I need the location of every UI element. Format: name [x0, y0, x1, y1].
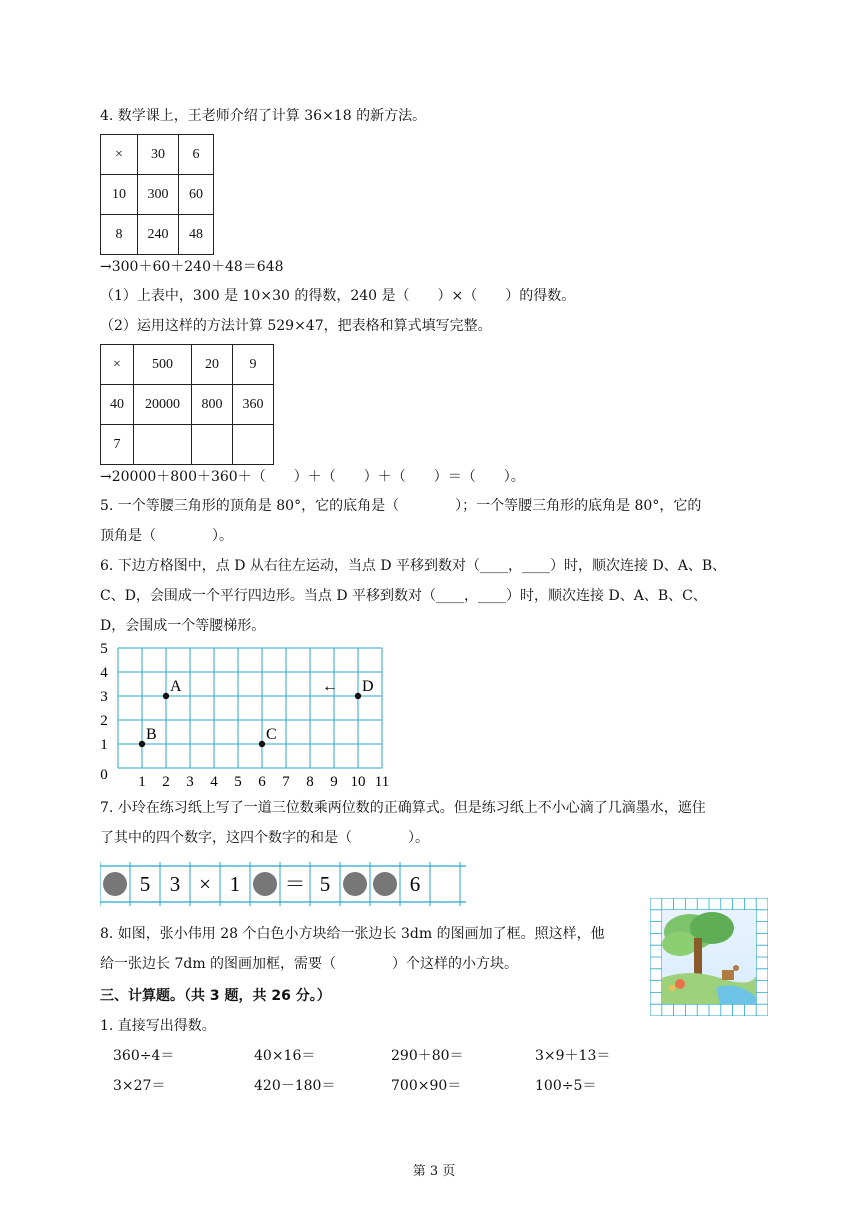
table-cell: 10 [101, 175, 138, 215]
table-cell: 9 [233, 345, 274, 385]
point-b [139, 741, 145, 747]
section-3-title: 三、计算题。（共 3 题，共 26 分。） [100, 988, 331, 1004]
table-cell: 40 [101, 385, 134, 425]
calc-item: 360÷4＝ [113, 1048, 175, 1064]
x-tick-label: 5 [234, 774, 242, 790]
table-cell: 6 [179, 135, 214, 175]
y-tick-label: 0 [100, 767, 108, 783]
table-cell: 360 [233, 385, 274, 425]
table-cell [192, 425, 233, 465]
q4-table-2 [100, 344, 274, 465]
equation-symbol: 3 [169, 872, 181, 896]
calc-item: 3×27＝ [113, 1078, 166, 1094]
calc-item: 3×9＋13＝ [535, 1048, 611, 1064]
table-row [101, 385, 274, 425]
table-cell: 7 [101, 425, 134, 465]
table-row [101, 175, 214, 215]
table-cell: × [101, 135, 138, 175]
x-tick-label: 3 [186, 774, 194, 790]
calc-item: 700×90＝ [391, 1078, 462, 1094]
table-cell: 500 [134, 345, 192, 385]
y-tick-label: 4 [100, 665, 108, 681]
table-cell: 48 [179, 215, 214, 255]
q4-sub-1: （1）上表中，300 是 10×30 的得数，240 是（ ）×（ ）的得数。 [100, 288, 576, 304]
ink-blot [343, 872, 367, 896]
q8-line-2: 给一张边长 7dm 的图画加框，需要（ ）个这样的小方块。 [100, 956, 519, 972]
x-tick-label: 1 [138, 774, 146, 790]
q6-line-1: 6. 下边方格图中，点 D 从右往左运动，当点 D 平移到数对（____，____）时，顺次连接 D、A、B、 [100, 558, 727, 574]
q5-line-1: 5. 一个等腰三角形的顶角是 80°，它的底角是（ ）；一个等腰三角形的底角是 80°，它的 [100, 498, 702, 514]
point-d [355, 693, 361, 699]
y-tick-label: 2 [100, 713, 108, 729]
q7-line-1: 7. 小玲在练习纸上写了一道三位数乘两位数的正确算式。但是练习纸上不小心滴了几滴墨水，遮住 [100, 800, 706, 816]
table-cell [233, 425, 274, 465]
y-tick-label: 1 [100, 737, 108, 753]
table-row [101, 135, 214, 175]
x-tick-label: 2 [162, 774, 170, 790]
framed-picture-image [650, 898, 768, 1016]
equation-symbol: 5 [319, 872, 331, 896]
left-arrow-icon: ← [322, 678, 338, 695]
ink-equation-strip [100, 856, 470, 912]
table-row [101, 425, 274, 465]
table-cell [134, 425, 192, 465]
equation-symbol: 5 [139, 872, 151, 896]
x-tick-label: 11 [374, 774, 390, 790]
calc-item: 40×16＝ [254, 1048, 316, 1064]
point-label: D [362, 678, 374, 695]
point-label: C [266, 726, 277, 743]
table-cell: 8 [101, 215, 138, 255]
point-a [163, 693, 169, 699]
table-cell: 30 [138, 135, 179, 175]
table-cell: 60 [179, 175, 214, 215]
q8-line-1: 8. 如图，张小伟用 28 个白色小方块给一张边长 3dm 的图画加了框。照这样，他 [100, 926, 605, 942]
table-cell: 20000 [134, 385, 192, 425]
q7-line-2: 了其中的四个数字，这四个数字的和是（ ）。 [100, 830, 429, 846]
point-label: B [146, 726, 157, 743]
point-label: A [170, 678, 182, 695]
coordinate-grid [90, 640, 410, 792]
ink-blot [373, 872, 397, 896]
table-cell: 800 [192, 385, 233, 425]
q4-table-1 [100, 134, 214, 255]
equation-symbol: 6 [409, 872, 421, 896]
q4-sum-2: →20000＋800＋360＋（ ）＋（ ）＋（ ）＝（ ）。 [100, 469, 525, 485]
ink-blot [103, 872, 127, 896]
y-tick-label: 3 [100, 689, 108, 705]
q6-line-3: D，会围成一个等腰梯形。 [100, 618, 266, 634]
q6-line-2: C、D，会围成一个平行四边形。当点 D 平移到数对（____，____）时，顺次连接 D、A、B、C、 [100, 588, 707, 604]
calc-item: 100÷5＝ [535, 1078, 597, 1094]
table-cell: 300 [138, 175, 179, 215]
calc-item: 420－180＝ [254, 1078, 336, 1094]
equation-symbol: ＝ [284, 872, 306, 896]
calc-item: 290＋80＝ [391, 1048, 464, 1064]
y-tick-label: 5 [100, 641, 108, 657]
x-tick-label: 4 [210, 774, 218, 790]
ink-blot [253, 872, 277, 896]
q5-line-2: 顶角是（ ）。 [100, 528, 233, 544]
point-c [259, 741, 265, 747]
table-cell: 20 [192, 345, 233, 385]
q4-intro: 4. 数学课上，王老师介绍了计算 36×18 的新方法。 [100, 108, 427, 124]
section-3-q1: 1. 直接写出得数。 [100, 1018, 216, 1034]
page-number: 第 3 页 [412, 1164, 456, 1179]
x-tick-label: 8 [306, 774, 314, 790]
x-tick-label: 9 [330, 774, 338, 790]
equation-symbol: 1 [229, 872, 241, 896]
table-row [101, 215, 214, 255]
q4-sub-2: （2）运用这样的方法计算 529×47，把表格和算式填写完整。 [100, 318, 492, 334]
equation-symbol: × [199, 872, 211, 896]
table-row [101, 345, 274, 385]
table-cell: 240 [138, 215, 179, 255]
x-tick-label: 6 [258, 774, 266, 790]
x-tick-label: 7 [282, 774, 290, 790]
q4-sum-1: →300＋60＋240＋48＝648 [100, 259, 284, 275]
table-cell: × [101, 345, 134, 385]
x-tick-label: 10 [350, 774, 366, 790]
